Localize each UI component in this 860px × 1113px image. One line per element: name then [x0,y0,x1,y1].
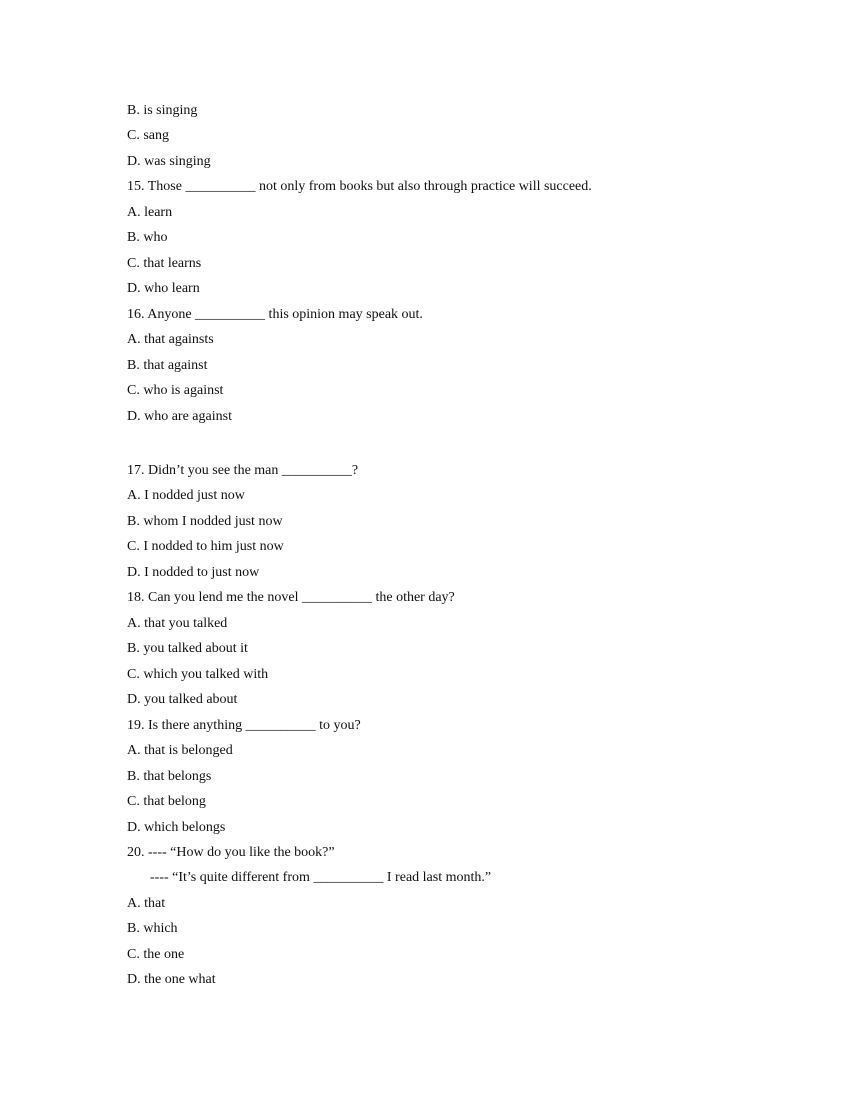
option-17-a: A. I nodded just now [127,488,245,503]
option-19-b: B. that belongs [127,769,212,784]
option-18-c: C. which you talked with [127,667,269,682]
option-16-a: A. that againsts [127,332,214,347]
option-17-b: B. whom I nodded just now [127,514,283,529]
option-20-d: D. the one what [127,972,216,987]
option-20-c: C. the one [127,947,185,962]
question-17: 17. Didn’t you see the man __________? [127,463,359,478]
question-20-reply: ---- “It’s quite different from __________ I read last month.” [150,870,492,885]
option-16-c: C. who is against [127,383,224,398]
option-15-c: C. that learns [127,256,202,271]
option-20-b: B. which [127,921,178,936]
option-17-c: C. I nodded to him just now [127,539,284,554]
option-19-d: D. which belongs [127,820,226,835]
option-16-b: B. that against [127,358,208,373]
option-18-a: A. that you talked [127,616,228,631]
option-15-b: B. who [127,230,168,245]
option-19-c: C. that belong [127,794,206,809]
question-20: 20. ---- “How do you like the book?” [127,845,335,860]
option-16-d: D. who are against [127,409,232,424]
option-14-c: C. sang [127,128,169,143]
option-17-d: D. I nodded to just now [127,565,260,580]
question-16: 16. Anyone __________ this opinion may speak out. [127,307,423,322]
question-18: 18. Can you lend me the novel __________ the other day? [127,590,455,605]
option-15-a: A. learn [127,205,173,220]
option-14-b: B. is singing [127,103,198,118]
option-20-a: A. that [127,896,166,911]
option-14-d: D. was singing [127,154,211,169]
question-15: 15. Those __________ not only from books but also through practice will succeed. [127,179,592,194]
question-19: 19. Is there anything __________ to you? [127,718,361,733]
option-18-d: D. you talked about [127,692,238,707]
option-18-b: B. you talked about it [127,641,248,656]
option-15-d: D. who learn [127,281,200,296]
option-19-a: A. that is belonged [127,743,233,758]
